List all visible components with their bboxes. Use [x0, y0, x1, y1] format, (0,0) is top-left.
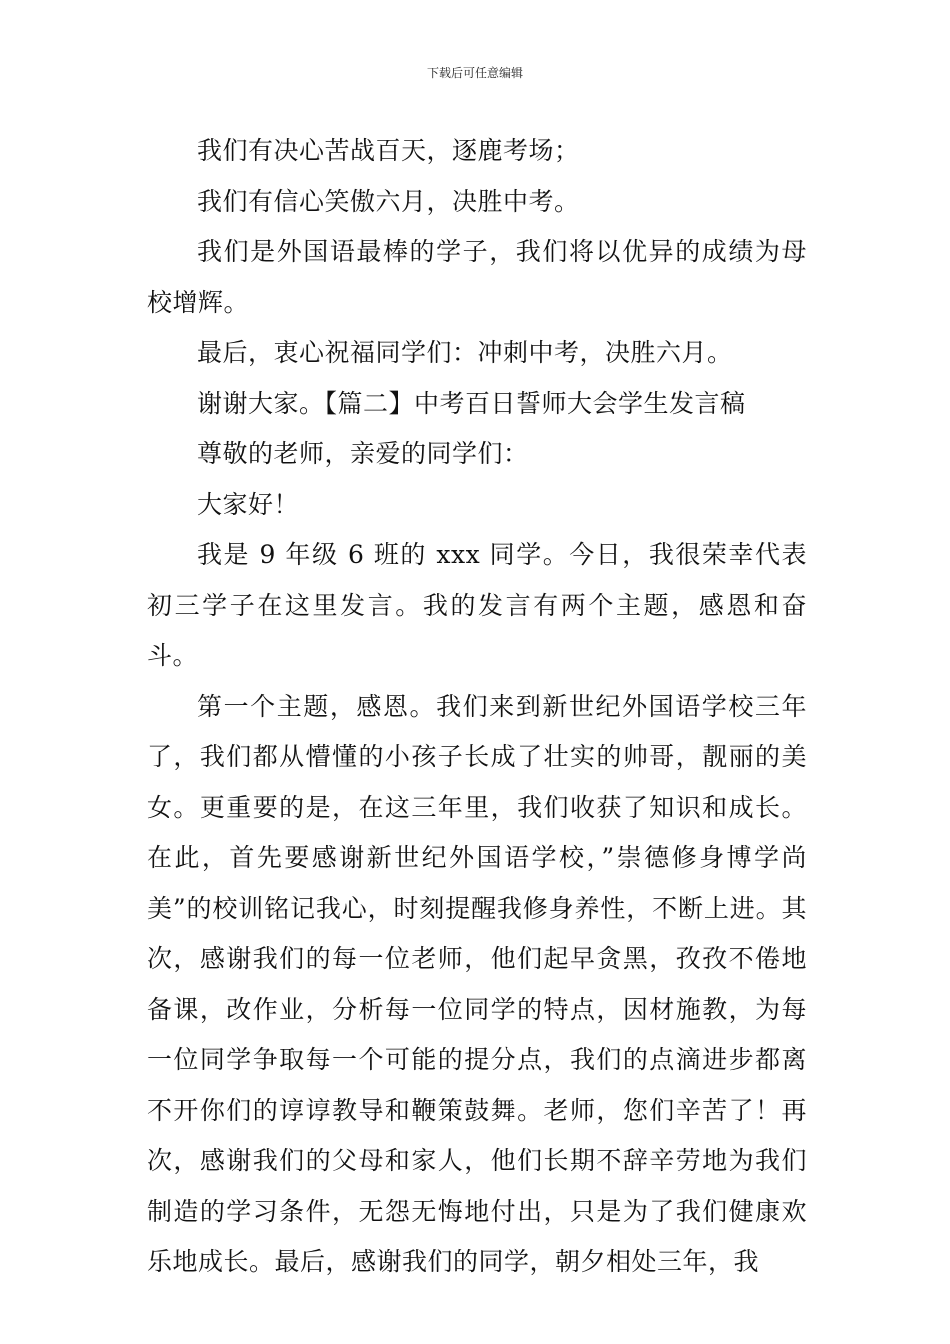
paragraph: 我们有决心苦战百天，逐鹿考场； [197, 136, 580, 165]
paragraph: 最后，衷心祝福同学们：冲刺中考，决胜六月。 [197, 338, 733, 367]
paragraph: 我是 9 年级 6 班的 xxx 同学。今日，我很荣幸代表初三学子在这里发言。我的发言有两个主题，感恩和奋斗。 [147, 540, 807, 670]
paragraph: 谢谢大家。【篇二】中考百日誓师大会学生发言稿 [197, 388, 746, 418]
paragraph: 尊敬的老师，亲爱的同学们： [197, 439, 529, 468]
paragraph: 大家好！ [197, 489, 300, 519]
paragraph: 我们有信心笑傲六月，决胜中考。 [197, 186, 580, 216]
paragraph: 我们是外国语最棒的学子，我们将以优异的成绩为母校增辉。 [147, 237, 807, 317]
page-header-note: 下载后可任意编辑 [426, 66, 523, 80]
paragraph: 第一个主题，感恩。我们来到新世纪外国语学校三年了，我们都从懵懂的小孩子长成了壮实的帅哥，靓丽的美女。更重要的是，在这三年里，我们收获了知识和成长。在此，首先要感谢新世纪外国语学校，”崇德修身博学尚美”的校训铭记我心，时刻提醒我修身养性，不断上进。其次，感谢我们的每一位老师，他们起早贪黑，孜孜不倦地备课，改作业，分析每一位同学的特点，因材施教，为每一位同学争取每一个可能的提分点，我们的点滴进步都离不开你们的谆谆教导和鞭策鼓舞。老师，您们辛苦了！再次，感谢我们的父母和家人，他们长期不辞辛劳地为我们制造的学习条件，无怨无悔地付出，只是为了我们健康欢乐地成长。最后，感谢我们的同学，朝夕相处三年，我 [147, 691, 807, 1276]
document-body [147, 126, 807, 1288]
